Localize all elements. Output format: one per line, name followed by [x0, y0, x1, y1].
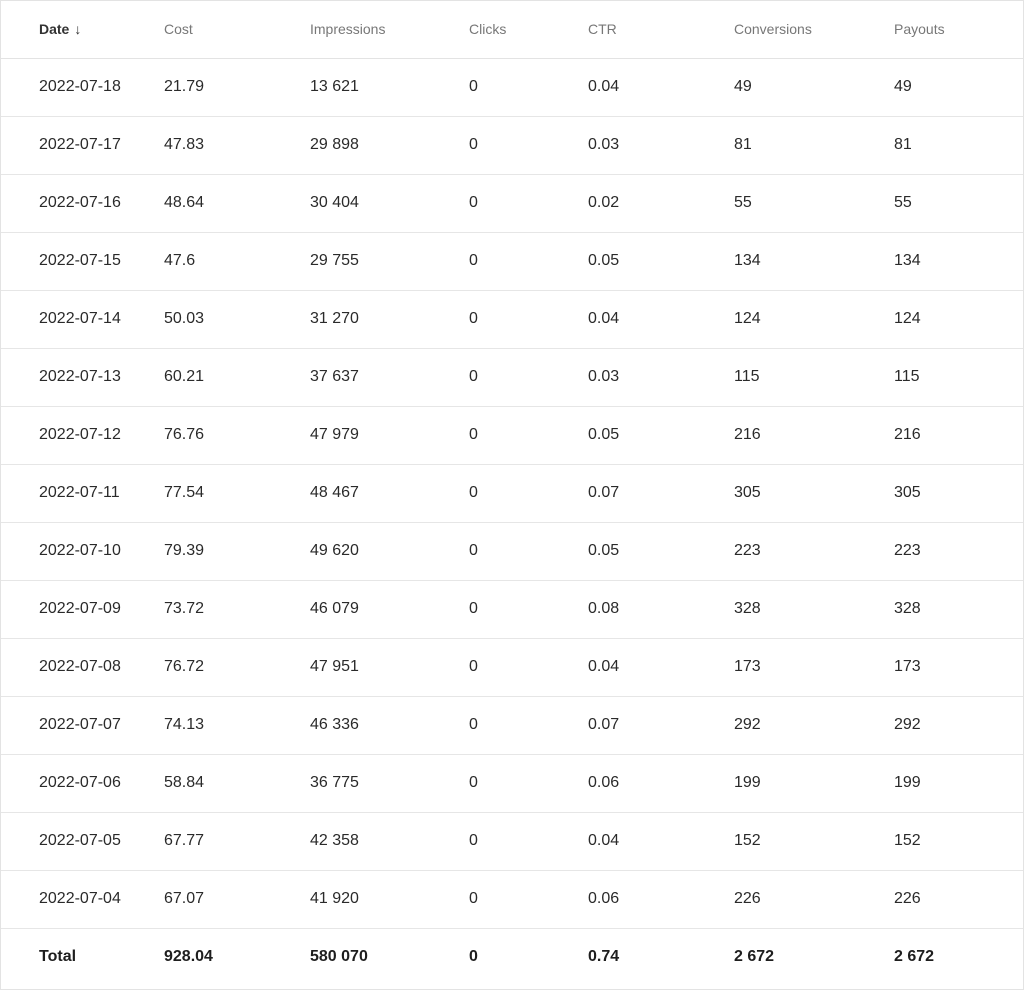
cell-date: 2022-07-12 [1, 406, 164, 464]
cell-payouts: 124 [894, 290, 1023, 348]
cell-payouts: 49 [894, 58, 1023, 116]
column-header-label: Date [39, 21, 70, 38]
cell-conversions: 49 [734, 58, 894, 116]
cell-payouts: 173 [894, 638, 1023, 696]
cell-date: 2022-07-16 [1, 174, 164, 232]
header-row [1, 1, 1023, 58]
cell-clicks: 0 [469, 464, 588, 522]
table-row [1, 696, 1023, 754]
cell-clicks: 0 [469, 696, 588, 754]
table-row [1, 522, 1023, 580]
column-header-date[interactable] [1, 1, 164, 58]
cell-impressions: 48 467 [310, 464, 469, 522]
cell-payouts: 55 [894, 174, 1023, 232]
cell-clicks: 0 [469, 580, 588, 638]
cell-impressions: 47 979 [310, 406, 469, 464]
cell-date: 2022-07-05 [1, 812, 164, 870]
cell-payouts: 223 [894, 522, 1023, 580]
table-row [1, 580, 1023, 638]
cell-payouts: 216 [894, 406, 1023, 464]
cell-cost: 48.64 [164, 174, 310, 232]
table-header [1, 1, 1023, 58]
cell-date: 2022-07-09 [1, 580, 164, 638]
cell-impressions: 29 755 [310, 232, 469, 290]
table-row [1, 638, 1023, 696]
cell-ctr: 0.03 [588, 116, 734, 174]
cell-impressions: 42 358 [310, 812, 469, 870]
cell-clicks: 0 [469, 290, 588, 348]
table-row [1, 290, 1023, 348]
cell-payouts: 226 [894, 870, 1023, 928]
cell-cost: 21.79 [164, 58, 310, 116]
cell-cost: 74.13 [164, 696, 310, 754]
cell-cost: 47.83 [164, 116, 310, 174]
cell-conversions: 124 [734, 290, 894, 348]
table-row [1, 812, 1023, 870]
total-conversions: 2 672 [734, 948, 775, 966]
cell-cost: 76.76 [164, 406, 310, 464]
cell-conversions: 81 [734, 116, 894, 174]
table-body [1, 58, 1023, 928]
cell-impressions: 46 336 [310, 696, 469, 754]
cell-impressions: 13 621 [310, 58, 469, 116]
cell-clicks: 0 [469, 116, 588, 174]
cell-impressions: 46 079 [310, 580, 469, 638]
arrow-down-icon: ↓ [74, 21, 82, 38]
cell-impressions: 36 775 [310, 754, 469, 812]
cell-payouts: 152 [894, 812, 1023, 870]
cell-conversions: 199 [734, 754, 894, 812]
cell-date: 2022-07-18 [1, 58, 164, 116]
total-row [1, 928, 1023, 986]
cell-ctr: 0.08 [588, 580, 734, 638]
cell-payouts: 81 [894, 116, 1023, 174]
table-row [1, 348, 1023, 406]
cell-clicks: 0 [469, 522, 588, 580]
cell-clicks: 0 [469, 754, 588, 812]
cell-clicks: 0 [469, 638, 588, 696]
cell-conversions: 223 [734, 522, 894, 580]
cell-conversions: 173 [734, 638, 894, 696]
cell-cost: 50.03 [164, 290, 310, 348]
cell-date: 2022-07-14 [1, 290, 164, 348]
cell-ctr: 0.05 [588, 522, 734, 580]
cell-ctr: 0.07 [588, 696, 734, 754]
cell-ctr: 0.04 [588, 290, 734, 348]
cell-clicks: 0 [469, 406, 588, 464]
total-impressions: 580 070 [310, 948, 368, 966]
cell-date: 2022-07-10 [1, 522, 164, 580]
cell-conversions: 216 [734, 406, 894, 464]
cell-ctr: 0.02 [588, 174, 734, 232]
cell-clicks: 0 [469, 58, 588, 116]
cell-clicks: 0 [469, 348, 588, 406]
cell-payouts: 115 [894, 348, 1023, 406]
cell-ctr: 0.06 [588, 754, 734, 812]
cell-ctr: 0.03 [588, 348, 734, 406]
stats-table [1, 1, 1023, 986]
cell-cost: 67.77 [164, 812, 310, 870]
total-ctr: 0.74 [588, 948, 620, 966]
column-header-cost[interactable]: Cost [164, 1, 310, 58]
cell-ctr: 0.04 [588, 638, 734, 696]
cell-date: 2022-07-13 [1, 348, 164, 406]
cell-clicks: 0 [469, 232, 588, 290]
cell-ctr: 0.04 [588, 58, 734, 116]
cell-ctr: 0.05 [588, 406, 734, 464]
cell-conversions: 115 [734, 348, 894, 406]
cell-impressions: 37 637 [310, 348, 469, 406]
cell-ctr: 0.04 [588, 812, 734, 870]
column-header-clicks[interactable]: Clicks [469, 1, 588, 58]
cell-clicks: 0 [469, 812, 588, 870]
table-row [1, 58, 1023, 116]
cell-date: 2022-07-08 [1, 638, 164, 696]
cell-cost: 77.54 [164, 464, 310, 522]
cell-conversions: 292 [734, 696, 894, 754]
cell-impressions: 41 920 [310, 870, 469, 928]
cell-payouts: 199 [894, 754, 1023, 812]
cell-clicks: 0 [469, 174, 588, 232]
column-header-impressions[interactable]: Impressions [310, 1, 469, 58]
table-row [1, 406, 1023, 464]
cell-impressions: 29 898 [310, 116, 469, 174]
table-row [1, 174, 1023, 232]
column-header-ctr[interactable]: CTR [588, 1, 734, 58]
cell-date: 2022-07-17 [1, 116, 164, 174]
cell-payouts: 305 [894, 464, 1023, 522]
table-footer [1, 928, 1023, 986]
total-label: Total [39, 948, 77, 966]
cell-cost: 79.39 [164, 522, 310, 580]
cell-conversions: 305 [734, 464, 894, 522]
cell-date: 2022-07-06 [1, 754, 164, 812]
table-row [1, 870, 1023, 928]
cell-ctr: 0.07 [588, 464, 734, 522]
column-header-payouts[interactable]: Payouts [894, 1, 1023, 58]
cell-cost: 73.72 [164, 580, 310, 638]
cell-payouts: 292 [894, 696, 1023, 754]
cell-date: 2022-07-15 [1, 232, 164, 290]
cell-impressions: 31 270 [310, 290, 469, 348]
table-row [1, 116, 1023, 174]
cell-conversions: 152 [734, 812, 894, 870]
cell-date: 2022-07-11 [1, 464, 164, 522]
cell-cost: 58.84 [164, 754, 310, 812]
cell-conversions: 134 [734, 232, 894, 290]
cell-conversions: 328 [734, 580, 894, 638]
cell-cost: 60.21 [164, 348, 310, 406]
cell-impressions: 49 620 [310, 522, 469, 580]
cell-cost: 47.6 [164, 232, 310, 290]
table-row [1, 464, 1023, 522]
cell-cost: 67.07 [164, 870, 310, 928]
cell-impressions: 47 951 [310, 638, 469, 696]
cell-cost: 76.72 [164, 638, 310, 696]
total-clicks: 0 [469, 948, 478, 966]
cell-conversions: 55 [734, 174, 894, 232]
table-row [1, 232, 1023, 290]
cell-conversions: 226 [734, 870, 894, 928]
cell-clicks: 0 [469, 870, 588, 928]
table-row [1, 754, 1023, 812]
cell-date: 2022-07-04 [1, 870, 164, 928]
cell-payouts: 134 [894, 232, 1023, 290]
cell-ctr: 0.06 [588, 870, 734, 928]
total-cost: 928.04 [164, 948, 213, 966]
cell-date: 2022-07-07 [1, 696, 164, 754]
cell-ctr: 0.05 [588, 232, 734, 290]
total-payouts: 2 672 [894, 948, 935, 966]
column-header-conversions[interactable]: Conversions [734, 1, 894, 58]
cell-impressions: 30 404 [310, 174, 469, 232]
cell-payouts: 328 [894, 580, 1023, 638]
